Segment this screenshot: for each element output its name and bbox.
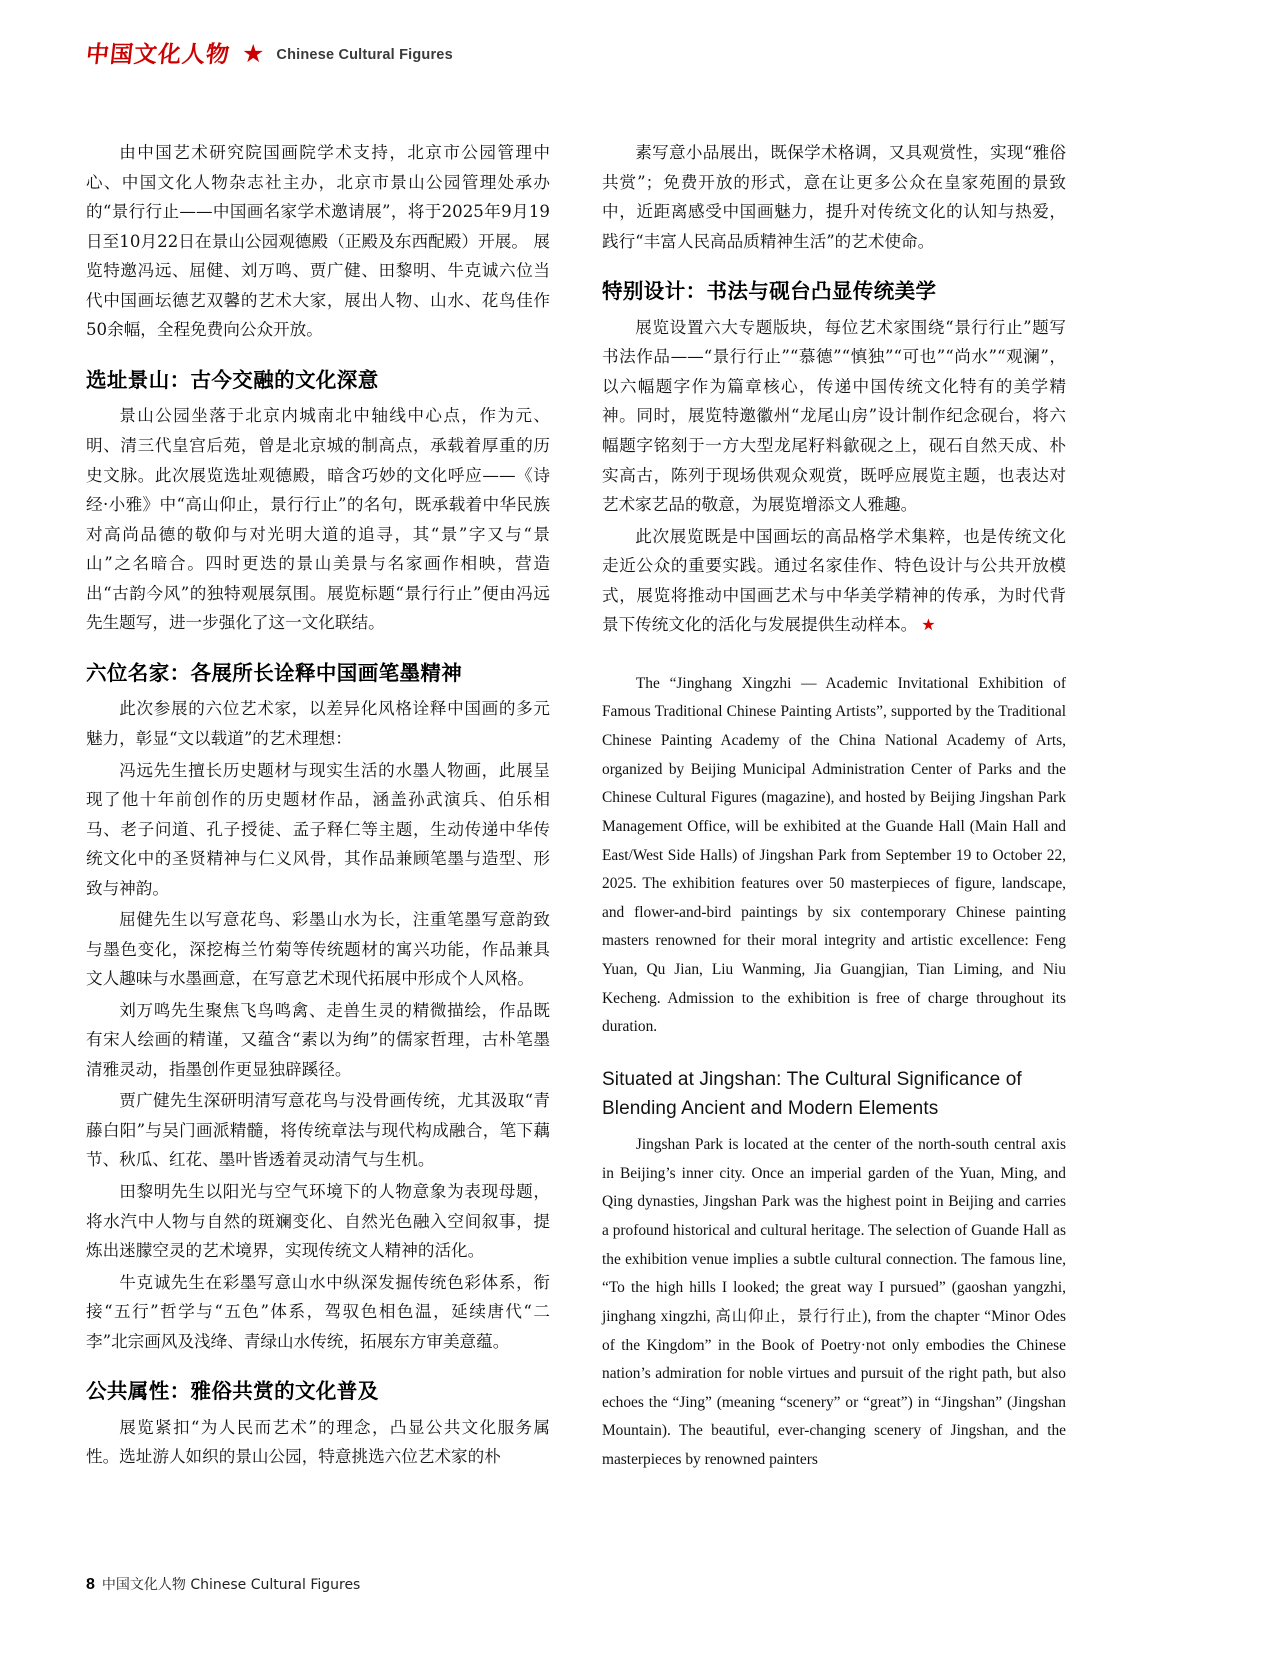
english-heading-situated-at-jingshan: Situated at Jingshan: The Cultural Significance of Blending Ancient and Modern Elements <box>602 1069 1022 1119</box>
paragraph-liu-wanming: 刘万鸣先生聚焦飞鸟鸣禽、走兽生灵的精微描绘，作品既有宋人绘画的精谨，又蕴含“素以为绚”的儒家哲理，古朴笔墨清雅灵动，指墨创作更显独辟蹊径。 <box>86 1000 550 1079</box>
paragraph-feng-yuan: 冯远先生擅长历史题材与现实生活的水墨人物画，此展呈现了他十年前创作的历史题材作品，涵盖孙武演兵、伯乐相马、老子问道、孔子授徒、孟子释仁等主题，生动传递中华传统文化中的圣贤精神与仁义风骨，其作品兼顾笔墨与造型、形致与神韵。 <box>86 760 550 898</box>
paragraph-intro: 由中国艺术研究院国画院学术支持，北京市公园管理中心、中国文化人物杂志社主办，北京市景山公园管理处承办的“景行行止——中国画名家学术邀请展”，将于2025年9月19日至10月22日在景山公园观德殿（正殿及东西配殿）开展。 展览特邀冯远、屈健、刘万鸣、贾广健、田黎明、牛克诚六位当代中国画坛德艺双馨的艺术大家，展出人物、山水、花鸟佳作50余幅，全程免费向公众开放。 <box>86 143 550 340</box>
paragraph-conclusion <box>602 522 1066 640</box>
paragraph-qu-jian: 屈健先生以写意花鸟、彩墨山水为长，注重笔墨写意韵致与墨色变化，深挖梅兰竹菊等传统题材的寓兴功能，作品兼具文人趣味与水墨画意，在写意艺术现代拓展中形成个人风格。 <box>86 910 550 989</box>
paragraph-special-design: 展览设置六大专题版块，每位艺术家围绕“景行行止”题写书法作品——“景行行止”“慕德”“慎独”“可也”“尚水”“观澜”，以六幅题字作为篇章核心，传递中国传统文化特有的美学精神。同时，展览特邀徽州“龙尾山房”设计制作纪念砚台，将六幅题字铭刻于一方大型龙尾籽料歙砚之上，砚石自然天成、朴实高古，陈列于现场供观众观赏，既呼应展览主题，也表达对艺术家艺品的敬意，为展览增添文人雅趣。 <box>602 317 1066 515</box>
end-star-icon: ★ <box>921 615 936 635</box>
paragraph-site-selection: 景山公园坐落于北京内城南北中轴线中心点，作为元、明、清三代皇宫后苑，曾是北京城的制高点，承载着厚重的历史文脉。此次展览选址观德殿，暗含巧妙的文化呼应——《诗经·小雅》中“高山仰止，景行行止”的名句，既承载着中华民族对高尚品德的敬仰与对光明大道的追寻，其“景”字又与“景山”之名暗合。四时更迭的景山美景与名家画作相映，营造出“古韵今风”的独特观展氛围。展览标题“景行行止”便由冯远先生题写，进一步强化了这一文化联结。 <box>86 406 550 633</box>
masthead <box>86 42 453 67</box>
right-column <box>602 138 1066 1477</box>
masthead-logo-en: Chinese Cultural Figures <box>276 46 453 63</box>
page-footer <box>86 1574 360 1594</box>
left-column <box>86 138 550 1477</box>
heading-special-design: 特别设计：书法与砚台凸显传统美学 <box>602 279 937 304</box>
english-paragraph-jingshan: Jingshan Park is located at the center of the north-south central axis in Beijing’s inner city. Once an imperial garden of the Yuan, Ming, and Qing dynasties, Jingshan Park was the highest point in Beijing and carries a profound historical and cultural heritage. The selection of Guande Hall as the exhibition venue implies a subtle cultural connection. The famous line, “To the high hills I looked; the great way I pursued” (gaoshan yangzhi, jinghang xingzhi, 高山仰止，景行行止), from the chapter “Minor Odes of the Kingdom” in the Book of Poetry·not only embodies the Chinese nation’s admiration for noble virtues and pursuit of the right path, but also echoes the “Jing” (meaning “scenery” or “great”) in “Jingshan” (Jingshan Mountain). The beautiful, ever-changing scenery of Jingshan, and the masterpieces by renowned painters <box>602 1136 1066 1469</box>
paragraph-conclusion-text: 此次展览既是中国画坛的高品格学术集粹，也是传统文化走近公众的重要实践。通过名家佳作、特色设计与公共开放模式，展览将推动中国画艺术与中华美学精神的传承，为时代背景下传统文化的活化与发展提供生动样本。 <box>602 526 1066 635</box>
masthead-logo-cn: 中国文化人物 <box>84 41 232 68</box>
paragraph-public-attribute-continued: 素写意小品展出，既保学术格调，又具观赏性，实现“雅俗共赏”；免费开放的形式，意在让更多公众在皇家苑囿的景致中，近距离感受中国画魅力，提升对传统文化的认知与热爱，践行“丰富人民高品质精神生活”的艺术使命。 <box>602 143 1066 251</box>
heading-site-selection: 选址景山：古今交融的文化深意 <box>86 367 379 392</box>
paragraph-six-masters-intro: 此次参展的六位艺术家，以差异化风格诠释中国画的多元魅力，彰显“文以载道”的艺术理想： <box>86 699 550 748</box>
paragraph-jia-guangjian: 贾广健先生深研明清写意花鸟与没骨画传统，尤其汲取“青藤白阳”与吴门画派精髓，将传统章法与现代构成融合，笔下藕节、秋瓜、红花、墨叶皆透着灵动清气与生机。 <box>86 1091 550 1170</box>
heading-public-attribute: 公共属性：雅俗共赏的文化普及 <box>86 1379 379 1404</box>
paragraph-niu-kecheng: 牛克诚先生在彩墨写意山水中纵深发掘传统色彩体系，衔接“五行”哲学与“五色”体系，驾驭色相色温，延续唐代“二李”北宗画风及浅绛、青绿山水传统，拓展东方审美意蕴。 <box>86 1272 550 1351</box>
star-icon: ★ <box>242 41 265 68</box>
page-number: 8 <box>86 1576 95 1593</box>
article-columns <box>86 138 1186 1477</box>
paragraph-tian-liming: 田黎明先生以阳光与空气环境下的人物意象为表现母题，将水汽中人物与自然的斑斓变化、自然光色融入空间叙事，提炼出迷朦空灵的艺术境界，实现传统文人精神的活化。 <box>86 1181 550 1261</box>
heading-six-masters: 六位名家：各展所长诠释中国画笔墨精神 <box>86 660 463 685</box>
english-paragraph-intro: The “Jinghang Xingzhi — Academic Invitational Exhibition of Famous Traditional Chinese Painting Artists”, supported by the Traditional Chinese Painting Academy of the China National Academy of Arts, organized by Beijing Municipal Administration Center of Parks and the Chinese Cultural Figures (magazine), and hosted by Beijing Jingshan Park Management Office, will be exhibited at the Guande Hall (Main Hall and East/West Side Halls) of Jingshan Park from September 19 to October 22, 2025. The exhibition features over 50 masterpieces of figure, landscape, and flower-and-bird paintings by six contemporary Chinese painting masters renowned for their moral integrity and artistic excellence: Feng Yuan, Qu Jian, Liu Wanming, Jia Guangjian, Tian Liming, and Niu Kecheng. Admission to the exhibition is free of charge throughout its duration. <box>602 674 1066 1036</box>
footer-publication-name: 中国文化人物 Chinese Cultural Figures <box>101 1577 361 1593</box>
paragraph-public-attribute: 展览紧扣“为人民而艺术”的理念，凸显公共文化服务属性。选址游人如织的景山公园，特意挑选六位艺术家的朴 <box>86 1417 550 1467</box>
